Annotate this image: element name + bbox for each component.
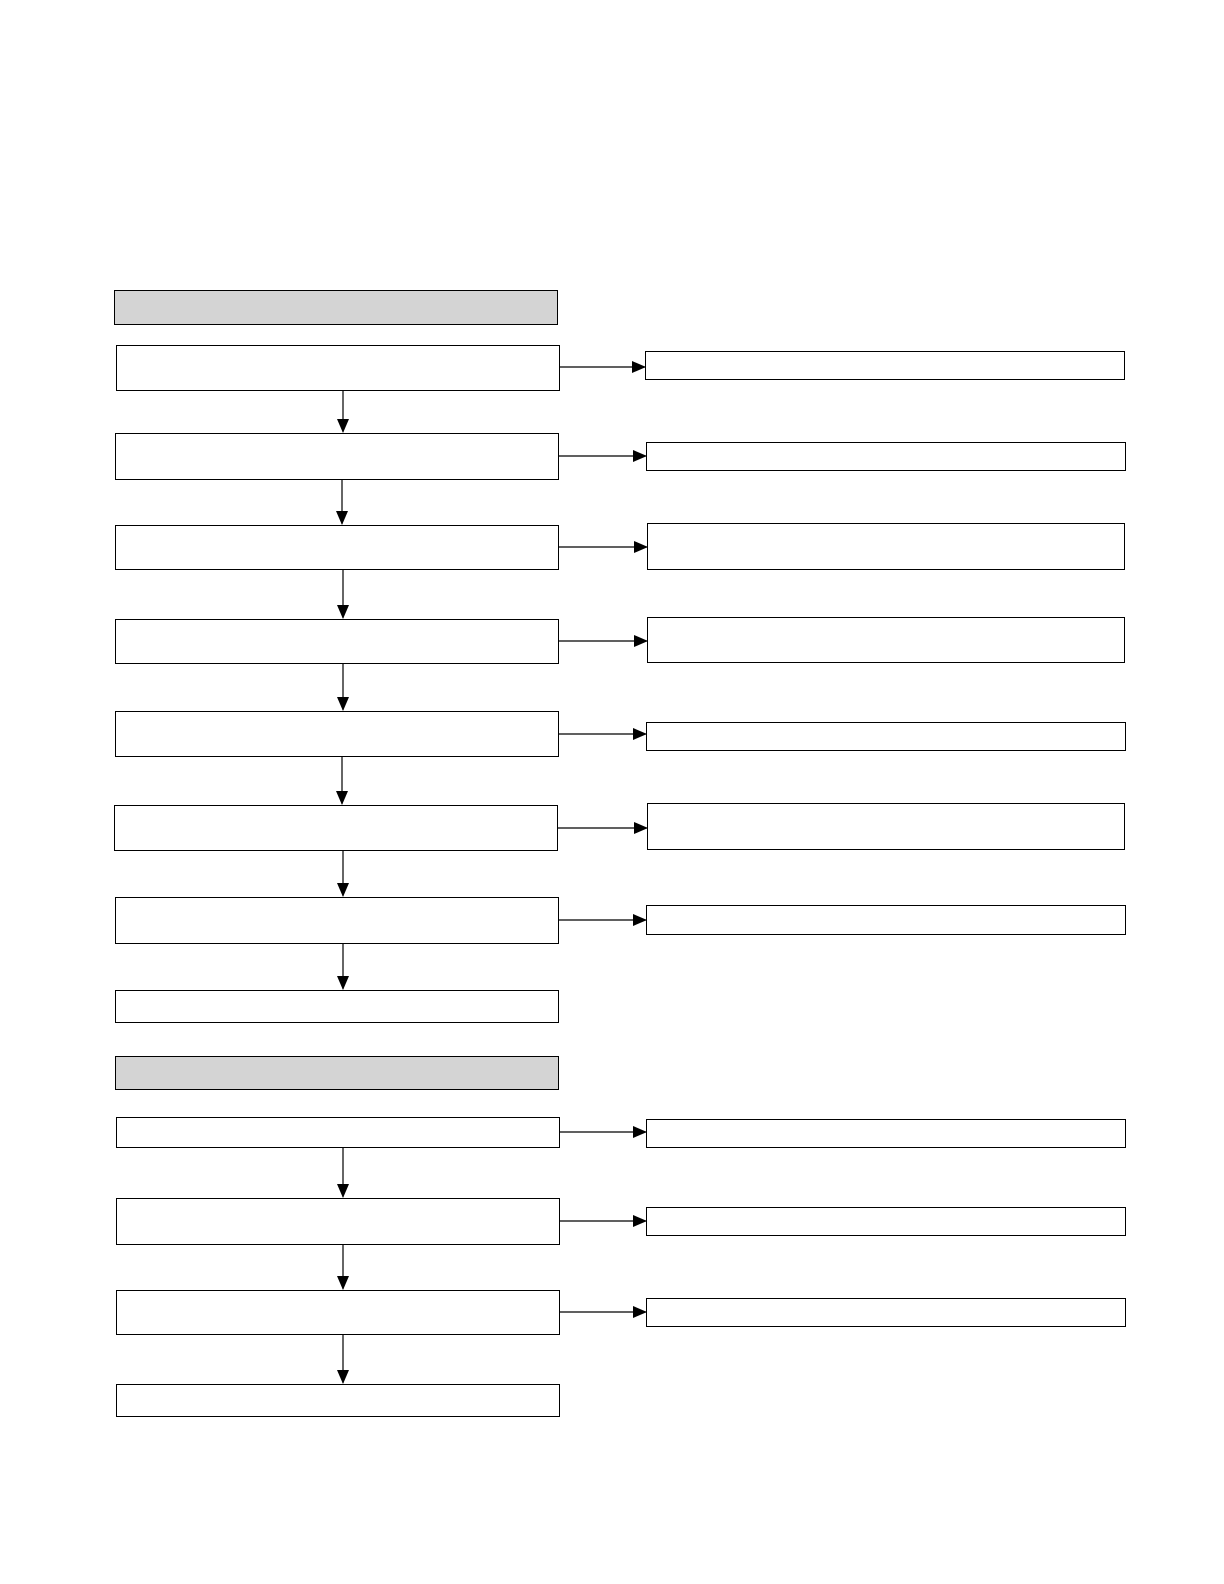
section-2-outcome-3 bbox=[646, 1298, 1126, 1327]
section-2-step-3 bbox=[116, 1290, 560, 1335]
section-1-outcome-2 bbox=[646, 442, 1126, 471]
section-2-outcome-2 bbox=[646, 1207, 1126, 1236]
section-1-step-5 bbox=[115, 711, 559, 757]
section-1-outcome-1 bbox=[645, 351, 1125, 380]
section-2-step-4 bbox=[116, 1384, 560, 1417]
section-1-step-1 bbox=[116, 345, 560, 391]
section-2-step-2 bbox=[116, 1198, 560, 1245]
section-1-step-2 bbox=[115, 433, 559, 480]
section-2-step-1 bbox=[116, 1117, 560, 1148]
section-1-outcome-4 bbox=[647, 617, 1125, 663]
section-1-step-7 bbox=[115, 897, 559, 944]
section-1-step-3 bbox=[115, 525, 559, 570]
section-1-step-4 bbox=[115, 619, 559, 664]
section-2-header bbox=[115, 1056, 559, 1090]
section-1-step-8 bbox=[115, 990, 559, 1023]
section-1-outcome-7 bbox=[646, 905, 1126, 935]
section-1-outcome-5 bbox=[646, 722, 1126, 751]
section-1-outcome-3 bbox=[647, 523, 1125, 570]
section-1-step-6 bbox=[114, 805, 558, 851]
section-2-outcome-1 bbox=[646, 1119, 1126, 1148]
section-1-outcome-6 bbox=[647, 803, 1125, 850]
section-1-header bbox=[114, 290, 558, 325]
